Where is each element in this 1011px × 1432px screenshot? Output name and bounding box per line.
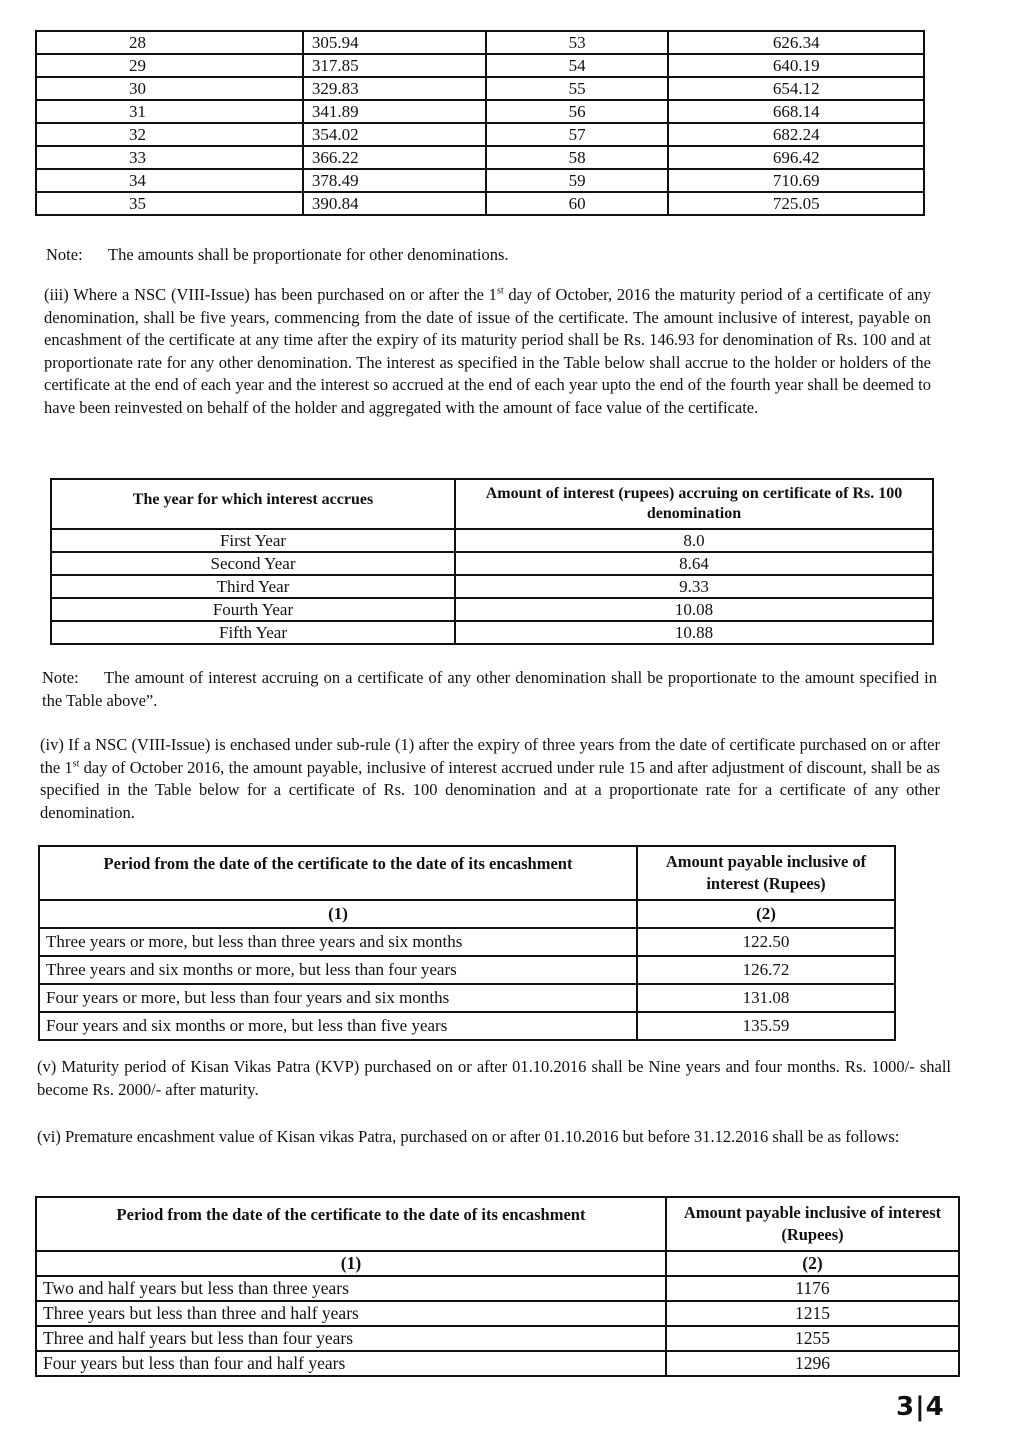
amount-cell: 10.08	[455, 598, 933, 621]
month-cell: 33	[36, 146, 303, 169]
table-row	[51, 621, 933, 644]
kvp-encashment-table	[35, 1196, 960, 1377]
amount-cell: 122.50	[637, 928, 895, 956]
table-row	[39, 956, 895, 984]
amount-cell: 10.88	[455, 621, 933, 644]
amount-cell: 8.0	[455, 529, 933, 552]
month-cell: 59	[486, 169, 669, 192]
amount-cell: 317.85	[303, 54, 486, 77]
amount-cell: 668.14	[668, 100, 924, 123]
column-number-1: (1)	[36, 1251, 666, 1276]
year-cell: Fifth Year	[51, 621, 455, 644]
note-proportionate	[46, 244, 946, 267]
amount-cell: 329.83	[303, 77, 486, 100]
superscript: st	[72, 758, 80, 769]
amount-cell: 696.42	[668, 146, 924, 169]
table-row	[51, 529, 933, 552]
rates-table	[35, 30, 925, 216]
table-row	[36, 146, 924, 169]
column-header-period: Period from the date of the certificate to the date of its encashment	[36, 1197, 666, 1251]
amount-cell: 354.02	[303, 123, 486, 146]
table-row	[36, 1301, 959, 1326]
amount-cell: 390.84	[303, 192, 486, 215]
period-cell: Three years or more, but less than three years and six months	[39, 928, 637, 956]
period-cell: Three years but less than three and half years	[36, 1301, 666, 1326]
note-label: Note:	[42, 668, 79, 687]
table-row	[39, 928, 895, 956]
amount-cell: 135.59	[637, 1012, 895, 1040]
paragraph-iv	[40, 734, 940, 824]
nsc-encashment-table	[38, 845, 896, 1041]
table-row	[36, 54, 924, 77]
period-cell: Four years and six months or more, but less than five years	[39, 1012, 637, 1040]
column-header-amount: Amount payable inclusive of interest (Rupees)	[637, 846, 895, 900]
month-cell: 28	[36, 31, 303, 54]
column-header-amount: Amount payable inclusive of interest (Rupees)	[666, 1197, 959, 1251]
month-cell: 29	[36, 54, 303, 77]
amount-cell: 654.12	[668, 77, 924, 100]
amount-cell: 341.89	[303, 100, 486, 123]
month-cell: 34	[36, 169, 303, 192]
amount-cell: 126.72	[637, 956, 895, 984]
amount-cell: 9.33	[455, 575, 933, 598]
paragraph-v-text: (v) Maturity period of Kisan Vikas Patra (KVP) purchased on or after 01.10.2016 shall be Nine years and four months. Rs. 1000/- shall become Rs. 2000/- after maturity.	[37, 1057, 951, 1099]
amount-cell: 378.49	[303, 169, 486, 192]
table-row	[36, 123, 924, 146]
month-cell: 60	[486, 192, 669, 215]
amount-cell: 640.19	[668, 54, 924, 77]
table-row	[36, 1276, 959, 1301]
month-cell: 31	[36, 100, 303, 123]
table-row	[39, 984, 895, 1012]
column-number-2: (2)	[637, 900, 895, 928]
period-cell: Three years and six months or more, but less than four years	[39, 956, 637, 984]
period-cell: Four years or more, but less than four years and six months	[39, 984, 637, 1012]
period-cell: Two and half years but less than three years	[36, 1276, 666, 1301]
month-cell: 58	[486, 146, 669, 169]
table-row	[36, 1326, 959, 1351]
note-text: The amounts shall be proportionate for other denominations.	[108, 245, 509, 264]
month-cell: 35	[36, 192, 303, 215]
paragraph-vi-text: (vi) Premature encashment value of Kisan vikas Patra, purchased on or after 01.10.2016 but before 31.12.2016 shall be as follows:	[37, 1127, 900, 1146]
period-cell: Four years but less than four and half years	[36, 1351, 666, 1376]
table-row	[36, 169, 924, 192]
note-text: The amount of interest accruing on a certificate of any other denomination shall be proportionate to the amount specified in the Table above”.	[42, 668, 937, 710]
table-row	[36, 192, 924, 215]
table-row	[39, 1012, 895, 1040]
period-cell: Three and half years but less than four years	[36, 1326, 666, 1351]
month-cell: 32	[36, 123, 303, 146]
superscript: st	[496, 285, 504, 297]
amount-cell: 1296	[666, 1351, 959, 1376]
column-header-amount: Amount of interest (rupees) accruing on certificate of Rs. 100 denomination	[455, 479, 933, 529]
amount-cell: 1176	[666, 1276, 959, 1301]
table-row	[36, 1351, 959, 1376]
paragraph-v	[37, 1056, 951, 1101]
table-header-row	[51, 479, 933, 529]
amount-cell: 725.05	[668, 192, 924, 215]
paragraph-iii-prefix: (iii) Where a NSC (VIII-Issue) has been purchased on or after the 1	[44, 285, 497, 304]
paragraph-iii	[44, 284, 931, 419]
column-number-1: (1)	[39, 900, 637, 928]
paragraph-iv-text: day of October 2016, the amount payable, inclusive of interest accrued under rule 15 and after adjustment of discount, shall be as specified in the Table below for a certificate of Rs. 100 denomination and at a proportionate rate for a certificate of any other denomination.	[40, 757, 940, 822]
table-header-row	[39, 846, 895, 900]
year-cell: Third Year	[51, 575, 455, 598]
month-cell: 55	[486, 77, 669, 100]
column-number-row	[39, 900, 895, 928]
interest-accrual-table	[50, 478, 934, 645]
amount-cell: 366.22	[303, 146, 486, 169]
amount-cell: 305.94	[303, 31, 486, 54]
month-cell: 56	[486, 100, 669, 123]
year-cell: Second Year	[51, 552, 455, 575]
amount-cell: 1255	[666, 1326, 959, 1351]
month-cell: 57	[486, 123, 669, 146]
column-header-year: The year for which interest accrues	[51, 479, 455, 529]
month-cell: 54	[486, 54, 669, 77]
note-interest-proportionate	[42, 667, 937, 712]
column-number-row	[36, 1251, 959, 1276]
table-row	[51, 575, 933, 598]
year-cell: First Year	[51, 529, 455, 552]
table-row	[36, 77, 924, 100]
paragraph-vi	[37, 1126, 953, 1149]
amount-cell: 710.69	[668, 169, 924, 192]
amount-cell: 1215	[666, 1301, 959, 1326]
table-header-row	[36, 1197, 959, 1251]
amount-cell: 682.24	[668, 123, 924, 146]
amount-cell: 626.34	[668, 31, 924, 54]
table-row	[36, 31, 924, 54]
month-cell: 30	[36, 77, 303, 100]
amount-cell: 8.64	[455, 552, 933, 575]
note-label: Note:	[46, 245, 83, 264]
table-row	[36, 100, 924, 123]
amount-cell: 131.08	[637, 984, 895, 1012]
paragraph-iv-prefix: (iv) If a NSC (VIII-Issue) is enchased under sub-rule (1) after the expiry of three years from the date of certificate purchased on or after the 1	[40, 735, 940, 777]
table-row	[51, 598, 933, 621]
table-row	[51, 552, 933, 575]
paragraph-iii-text: day of October, 2016 the maturity period of a certificate of any denomination, shall be five years, commencing from the date of issue of the certificate. The amount inclusive of interest, payable on encashment of the certificate at any time after the expiry of its maturity period shall be Rs. 146.93 for denomination of Rs. 100 and at proportionate rate for any other denomination. The interest as specified in the Table below shall accrue to the holder or holders of the certificate at the end of each year and the interest so accrued at the end of each year upto the end of the fourth year shall be deemed to have been reinvested on behalf of the holder and aggregated with the amount of face value of the certificate.	[44, 285, 931, 417]
month-cell: 53	[486, 31, 669, 54]
column-number-2: (2)	[666, 1251, 959, 1276]
year-cell: Fourth Year	[51, 598, 455, 621]
column-header-period: Period from the date of the certificate to the date of its encashment	[39, 846, 637, 900]
page-number: 3|4	[896, 1392, 945, 1422]
